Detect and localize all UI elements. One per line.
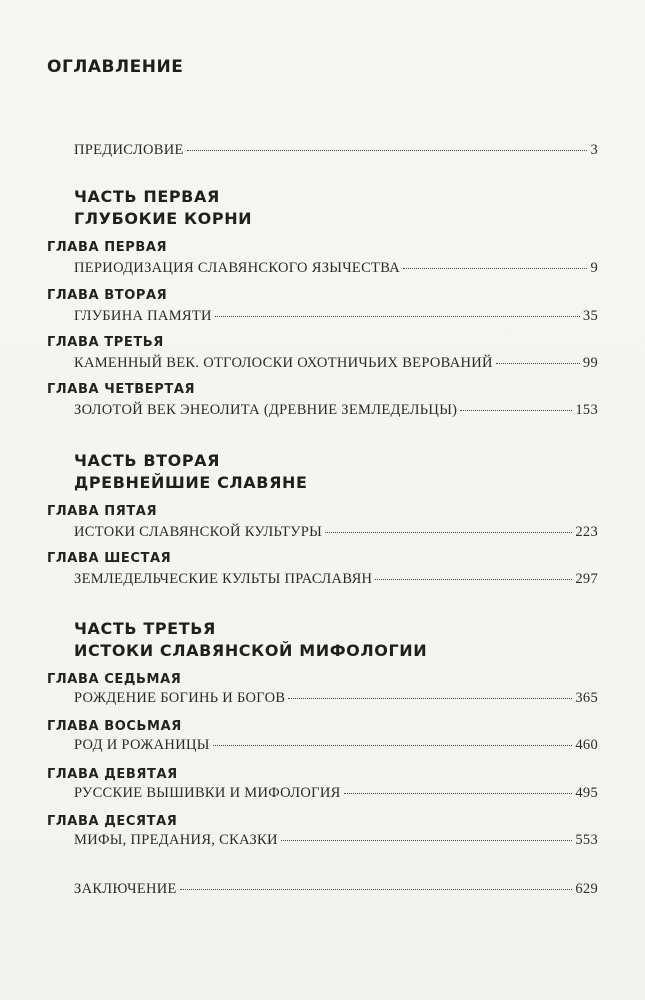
entry-page: 223 — [575, 524, 598, 540]
chapter-label-2: ГЛАВА ВТОРАЯ — [47, 288, 168, 303]
chapter-label-9: ГЛАВА ДЕВЯТАЯ — [47, 767, 178, 782]
leader-dots — [213, 745, 573, 746]
part-number: ЧАСТЬ ПЕРВАЯ — [74, 187, 220, 206]
leader-dots — [288, 698, 572, 699]
toc-title: ОГЛАВЛЕНИЕ — [47, 57, 184, 77]
leader-dots — [187, 150, 588, 151]
chapter-label-7: ГЛАВА СЕДЬМАЯ — [47, 672, 182, 687]
chapter-label-6: ГЛАВА ШЕСТАЯ — [47, 551, 172, 566]
entry-title: КАМЕННЫЙ ВЕК. ОТГОЛОСКИ ОХОТНИЧЬИХ ВЕРОВАНИЙ — [74, 355, 493, 371]
part-number: ЧАСТЬ ВТОРАЯ — [74, 451, 221, 470]
toc-entry-preface[interactable] — [74, 142, 598, 159]
entry-page: 153 — [575, 402, 598, 418]
leader-dots — [180, 889, 573, 890]
part-heading-1 — [74, 186, 252, 230]
toc-entry-chapter-1[interactable] — [74, 260, 598, 277]
part-title: ДРЕВНЕЙШИЕ СЛАВЯНЕ — [74, 473, 308, 492]
part-number: ЧАСТЬ ТРЕТЬЯ — [74, 619, 216, 638]
entry-page: 460 — [575, 737, 598, 753]
entry-title: ИСТОКИ СЛАВЯНСКОЙ КУЛЬТУРЫ — [74, 524, 323, 540]
toc-entry-chapter-7[interactable] — [74, 690, 598, 707]
entry-title: РОД И РОЖАНИЦЫ — [74, 737, 210, 753]
toc-entry-chapter-3[interactable] — [74, 355, 598, 372]
toc-entry-chapter-6[interactable] — [74, 571, 598, 588]
entry-page: 629 — [575, 881, 598, 897]
entry-page: 35 — [582, 308, 598, 324]
leader-dots — [403, 268, 587, 269]
toc-entry-chapter-8[interactable] — [74, 737, 598, 754]
toc-entry-chapter-5[interactable] — [74, 524, 598, 541]
part-title: ИСТОКИ СЛАВЯНСКОЙ МИФОЛОГИИ — [74, 641, 428, 660]
entry-title: МИФЫ, ПРЕДАНИЯ, СКАЗКИ — [74, 832, 278, 848]
part-heading-2 — [74, 450, 308, 494]
leader-dots — [375, 579, 572, 580]
chapter-label-8: ГЛАВА ВОСЬМАЯ — [47, 719, 182, 734]
chapter-label-5: ГЛАВА ПЯТАЯ — [47, 504, 158, 519]
entry-page: 297 — [575, 571, 598, 587]
entry-title: ЗОЛОТОЙ ВЕК ЭНЕОЛИТА (ДРЕВНИЕ ЗЕМЛЕДЕЛЬЦЫ) — [74, 402, 458, 418]
entry-title: РОЖДЕНИЕ БОГИНЬ И БОГОВ — [74, 690, 286, 706]
entry-title: ПЕРИОДИЗАЦИЯ СЛАВЯНСКОГО ЯЗЫЧЕСТВА — [74, 260, 401, 276]
chapter-label-3: ГЛАВА ТРЕТЬЯ — [47, 335, 164, 350]
leader-dots — [344, 793, 573, 794]
entry-title: ЗАКЛЮЧЕНИЕ — [74, 881, 177, 897]
leader-dots — [325, 532, 572, 533]
entry-title: РУССКИЕ ВЫШИВКИ И МИФОЛОГИЯ — [74, 785, 341, 801]
entry-page: 3 — [590, 142, 598, 158]
toc-entry-chapter-10[interactable] — [74, 832, 598, 849]
entry-page: 9 — [590, 260, 598, 276]
part-title: ГЛУБОКИЕ КОРНИ — [74, 209, 253, 228]
toc-entry-chapter-9[interactable] — [74, 785, 598, 802]
chapter-label-1: ГЛАВА ПЕРВАЯ — [47, 240, 168, 255]
entry-page: 495 — [575, 785, 598, 801]
chapter-label-10: ГЛАВА ДЕСЯТАЯ — [47, 814, 178, 829]
entry-page: 365 — [575, 690, 598, 706]
toc-entry-chapter-2[interactable] — [74, 308, 598, 325]
leader-dots — [460, 410, 572, 411]
toc-entry-chapter-4[interactable] — [74, 402, 598, 419]
toc-entry-conclusion[interactable] — [74, 881, 598, 898]
leader-dots — [281, 840, 573, 841]
part-heading-3 — [74, 618, 427, 662]
entry-page: 553 — [575, 832, 598, 848]
leader-dots — [496, 363, 580, 364]
entry-title: ЗЕМЛЕДЕЛЬЧЕСКИЕ КУЛЬТЫ ПРАСЛАВЯН — [74, 571, 373, 587]
entry-title: ПРЕДИСЛОВИЕ — [74, 142, 184, 158]
chapter-label-4: ГЛАВА ЧЕТВЕРТАЯ — [47, 382, 196, 397]
entry-page: 99 — [582, 355, 598, 371]
leader-dots — [215, 316, 580, 317]
entry-title: ГЛУБИНА ПАМЯТИ — [74, 308, 212, 324]
